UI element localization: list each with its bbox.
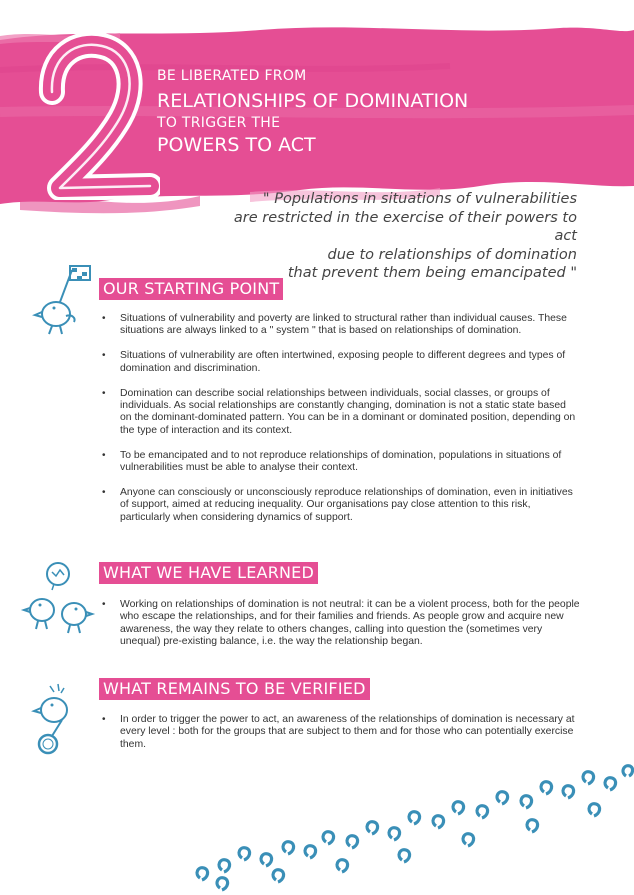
- quote-line: due to relationships of domination: [327, 246, 577, 263]
- to-verify-list: [102, 714, 580, 751]
- list-item: • Working on relationships of domination is not neutral: it can be a violent process, both for the people who escape the relationships, and for their families and friends. As people grow and acquire new awareness, the way they relate to others changes, calling into question the (sometimes very unequal) pre-existing balance, i.e. the way the relationship began.: [102, 599, 580, 649]
- title-line-1: BE LIBERATED FROM: [157, 68, 307, 84]
- section-title-starting-point: OUR STARTING POINT: [99, 278, 283, 300]
- footer-bird-pattern: [180, 760, 634, 895]
- title-line-4: POWERS TO ACT: [157, 134, 316, 156]
- quote-line: that prevent them being emancipated ": [287, 265, 577, 281]
- section-title-learned: WHAT WE HAVE LEARNED: [99, 562, 318, 584]
- intro-quote: [217, 190, 577, 283]
- title-line-3: TO TRIGGER THE: [157, 115, 281, 131]
- quote-line: " Populations in situations of vulnerabilities: [262, 191, 577, 207]
- starting-point-list: [102, 313, 580, 537]
- quote-line: are restricted in the exercise of their powers to act: [233, 209, 577, 244]
- section-number: [0, 0, 160, 200]
- list-item: • To be emancipated and to not reproduce relationships of domination, populations in situations of vulnerabilities must be able to analyse their context.: [102, 450, 580, 475]
- learned-list: [102, 599, 580, 649]
- section-title-to-verify: WHAT REMAINS TO BE VERIFIED: [99, 678, 370, 700]
- title-line-2: RELATIONSHIPS OF DOMINATION: [157, 90, 469, 112]
- bird-flag-illustration: [30, 262, 100, 342]
- list-item: • Domination can describe social relationships between individuals, social classes, or groups of individuals. As social relationships are constantly changing, domination is not a static state based on the dominant-dominated pattern. You can be in a dominant or dominated position, depending on the type of interaction and its context.: [102, 388, 580, 438]
- list-item: • Anyone can consciously or unconsciously reproduce relationships of domination, even in initiatives of support, aimed at reducing inequality. Our organisations pay close attention to this risk, particularly when considering dynamics of support.: [102, 487, 580, 524]
- list-item: • Situations of vulnerability are often intertwined, exposing people to different degrees and types of domination and discrimination.: [102, 350, 580, 375]
- list-item: • Situations of vulnerability and poverty are linked to structural rather than individual causes. These situations are always linked to a " system " that is based on relationships of domination.: [102, 313, 580, 338]
- bird-magnifier-illustration: [28, 680, 98, 760]
- birds-chat-illustration: [18, 560, 100, 640]
- list-item: • In order to trigger the power to act, an awareness of the relationships of domination is necessary at every level : both for the groups that are subject to them and for those who can potentially exercise them.: [102, 714, 580, 751]
